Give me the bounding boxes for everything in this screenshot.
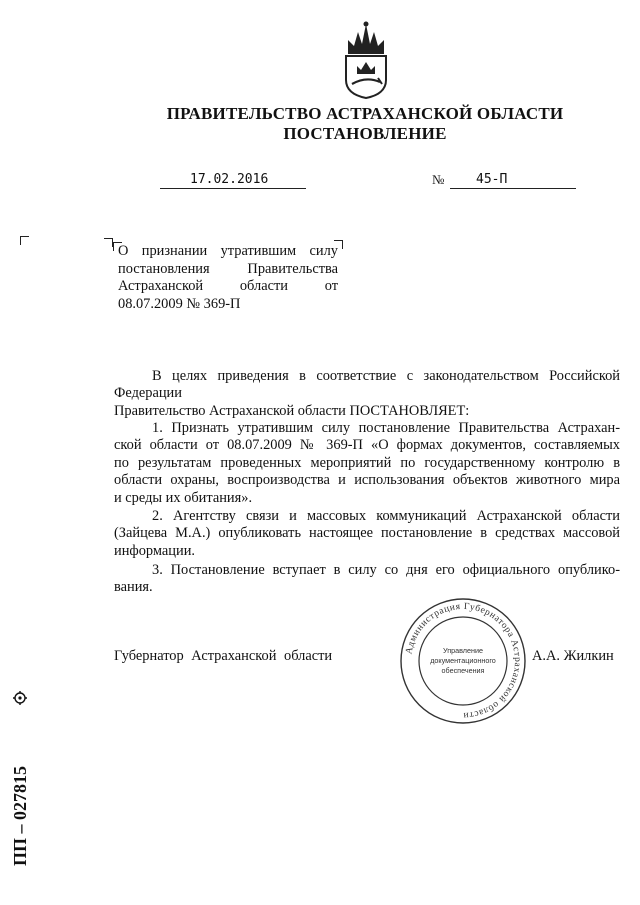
document-type-heading: ПОСТАНОВЛЕНИЕ: [283, 124, 447, 143]
coat-of-arms-emblem: [340, 20, 392, 100]
document-title: [118, 243, 338, 313]
number-sign: №: [432, 172, 445, 187]
item-3-line: 3. Постановление вступает в силу со дня его официального опублико-: [152, 562, 620, 578]
stamp-center-line: документационного: [430, 656, 496, 665]
item-3-line: вания.: [114, 579, 153, 596]
item-1-line: и среды их обитания».: [114, 489, 253, 506]
preamble: [114, 368, 620, 420]
document-date: 17.02.2016: [190, 172, 269, 187]
serial-number-text: ПП – 027815: [10, 765, 30, 866]
item-3: [114, 562, 620, 597]
form-serial-number: [6, 690, 34, 870]
preamble-line: Федерации: [114, 385, 182, 402]
item-1-line: 1. Признать утратившим силу постановление Правительства Астрахан-: [152, 420, 620, 436]
signatory-position: Губернатор Астраханской области: [114, 648, 333, 664]
item-2-line: (Зайцева М.А.) опубликовать настоящее постановление в средствах массовой: [114, 525, 620, 542]
signatory-name: А.А. Жилкин: [532, 648, 614, 664]
item-2: [114, 508, 620, 560]
item-1-line: области охраны, воспроизводства и использования объектов животного мира: [114, 472, 620, 489]
left-margin-corner-mark: [20, 236, 29, 245]
official-stamp: [398, 596, 528, 726]
preamble-line: В целях приведения в соответствие с законодательством Российской: [152, 368, 620, 384]
item-1-line: ской области от 08.07.2009 № 369-П «О формах документов, составляемых: [114, 437, 620, 454]
item-2-line: 2. Агентству связи и массовых коммуникаций Астраханской области: [152, 508, 620, 524]
government-heading: ПРАВИТЕЛЬСТВО АСТРАХАНСКОЙ ОБЛАСТИ: [166, 104, 564, 123]
resolves-line: Правительство Астраханской области ПОСТАНОВЛЯЕТ:: [114, 402, 470, 419]
item-1-line: по результатам проведенных мероприятий по государственному контролю в: [114, 454, 620, 471]
title-line: 08.07.2009 № 369-П: [118, 295, 241, 312]
rosette-icon: [13, 691, 27, 705]
number-underline: [450, 188, 576, 189]
item-2-line: информации.: [114, 542, 195, 559]
document-number: 45-П: [476, 172, 508, 187]
date-underline: [160, 188, 306, 189]
stamp-ring-text: Администрация Губернатора Астраханской области: [404, 601, 523, 721]
title-line: постановления Правительства: [118, 260, 338, 277]
stamp-center-line: Управление: [443, 646, 483, 655]
stamp-center-line: обеспечения: [441, 666, 485, 675]
item-1: [114, 420, 620, 507]
title-line: Астраханской области от: [118, 278, 338, 295]
title-line: О признании утратившим силу: [118, 243, 338, 259]
title-corner-mark-left: [104, 238, 113, 247]
